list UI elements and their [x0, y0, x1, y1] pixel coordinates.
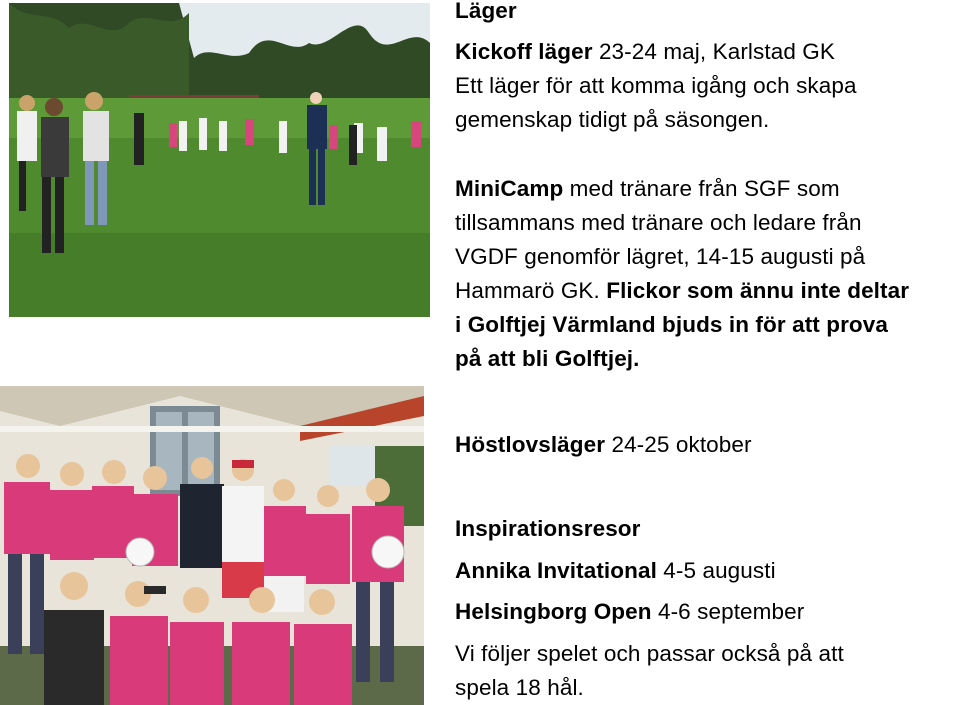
- list-item-helsingborg: [455, 595, 804, 629]
- minicamp-line-5: i Golftjej Värmland bjuds in för att prova: [455, 312, 888, 337]
- inspiration-note-line-2: spela 18 hål.: [455, 675, 584, 700]
- inspiration-note-line-1: Vi följer spelet och passar också på att: [455, 641, 844, 666]
- minicamp-section: [455, 172, 909, 376]
- kickoff-line-2: Ett läger för att komma igång och skapa: [455, 73, 857, 98]
- minicamp-line-4: [455, 274, 909, 308]
- annika-name: Annika Invitational: [455, 558, 657, 583]
- minicamp-line-4-normal: Hammarö GK.: [455, 278, 607, 303]
- golftjej-group-photo: [0, 386, 424, 705]
- hostlov-title: Höstlovsläger: [455, 432, 606, 457]
- minicamp-title: MiniCamp: [455, 176, 564, 201]
- minicamp-line-2: tillsammans med tränare och ledare från: [455, 210, 862, 235]
- helsingborg-name: Helsingborg Open: [455, 599, 652, 624]
- golf-group-photo: [9, 3, 430, 317]
- minicamp-title-line: [455, 172, 909, 206]
- kickoff-title: Kickoff läger: [455, 39, 593, 64]
- hostlov-date: 24-25 oktober: [605, 432, 752, 457]
- minicamp-invite-text: Flickor som ännu inte deltar: [606, 278, 910, 303]
- minicamp-line-3: VGDF genomför lägret, 14-15 augusti på: [455, 244, 866, 269]
- inspiration-note: [455, 637, 844, 705]
- list-item-annika: [455, 554, 776, 588]
- annika-date: 4-5 augusti: [656, 558, 776, 583]
- minicamp-line-1-rest: med tränare från SGF som: [563, 176, 840, 201]
- inspiration-heading: Inspirationsresor: [455, 516, 641, 541]
- hostlov-section: [455, 428, 752, 462]
- kickoff-section: [455, 35, 857, 137]
- kickoff-date-place: 23-24 maj, Karlstad GK: [592, 39, 835, 64]
- page-heading: Läger: [455, 0, 517, 23]
- kickoff-title-line: [455, 35, 857, 69]
- kickoff-line-3: gemenskap tidigt på säsongen.: [455, 107, 770, 132]
- minicamp-line-6: på att bli Golftjej.: [455, 346, 640, 371]
- helsingborg-date: 4-6 september: [651, 599, 805, 624]
